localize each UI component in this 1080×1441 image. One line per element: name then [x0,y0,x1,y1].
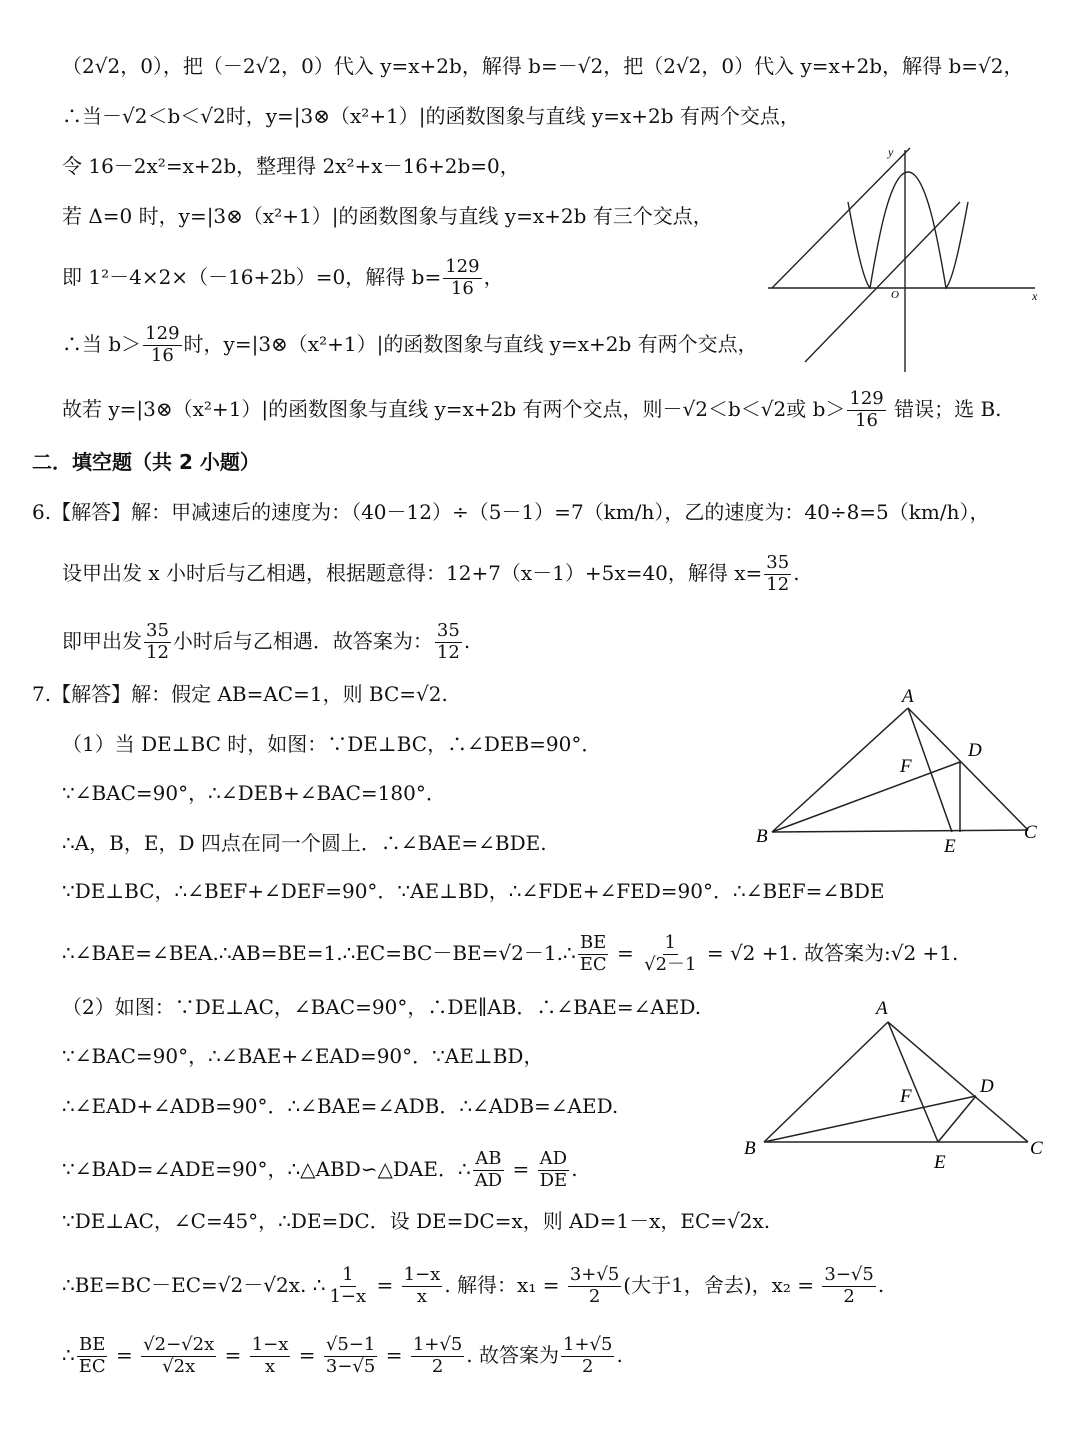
fraction: $\frac{35}{12}$ [146,620,169,663]
q7-line-8: ∵∠BAC=90°，∴∠BAE+∠EAD=90°．∵AE⊥BD， [62,1044,544,1068]
fraction: $\frac{1}{√2-1}$ [644,932,697,975]
fraction: $\frac{1+√5}{2}$ [412,1334,463,1377]
label-D: D [968,740,982,761]
label-B: B [744,1138,756,1159]
fraction: $\frac{1}{1-x}$ [329,1264,367,1307]
triangle-figure-2 [740,992,1050,1174]
label-C: C [1024,822,1037,843]
label-A: A [876,998,888,1019]
fraction: $\frac{√5-1}{3-√5}$ [325,1334,376,1377]
line-1: （2√2，0），把（－2√2，0）代入 y=x+2b，解得 b=－√2，把（2√2，0）代入 y=x+2b，解得 b=√2， [62,54,1024,78]
q7-line-10: ∵∠BAD=∠ADE=90°，∴△ABD∽△DAE．∴ $\frac{AB}{AD}$ = $\frac{AD}{DE}$ . [62,1148,578,1191]
q7-line-3: ∵∠BAC=90°，∴∠DEB+∠BAC=180°． [62,781,446,805]
line-upper [772,148,910,288]
fraction: $\frac{3+√5}{2}$ [569,1264,620,1307]
line-6: ∴当 b＞ $\frac{129}{16}$ 时，y=|3⊗（x²+1）|的函数图象与直线 y=x+2b 有两个交点， [62,323,758,366]
fraction: $\frac{129}{16}$ [145,323,180,366]
line-2: ∴当－√2＜b＜√2时，y=|3⊗（x²+1）|的函数图象与直线 y=x+2b 有两个交点， [62,104,800,128]
line-5: 即 1²－4×2×（－16+2b）=0，解得 b= $\frac{129}{16}$ ， [62,256,504,299]
fraction: $\frac{BE}{EC}$ [579,932,607,975]
fraction: $\frac{AB}{AD}$ [474,1148,503,1191]
label-D: D [980,1076,994,1097]
q7-line-1: 7.【解答】解：假定 AB=AC=1，则 BC=√2. [32,682,448,706]
label-E: E [934,1152,946,1173]
fraction: $\frac{AD}{DE}$ [539,1148,568,1191]
q7-line-9: ∴∠EAD+∠ADB=90°．∴∠BAE=∠ADB．∴∠ADB=∠AED. [62,1094,619,1118]
label-B: B [756,826,768,847]
line-3: 令 16－2x²=x+2b，整理得 2x²+x－16+2b=0， [62,154,520,178]
triangle-figure-1 [752,682,1052,854]
q7-line-11: ∵DE⊥AC，∠C=45°，∴DE=DC．设 DE=DC=x，则 AD=1－x，EC=√2x. [62,1209,771,1233]
graph-origin-label: O [891,289,899,301]
fraction: $\frac{1-x}{x}$ [403,1264,441,1307]
q7-line-2: （1）当 DE⊥BC 时，如图：∵DE⊥BC，∴∠DEB=90°． [62,732,602,756]
fraction: $\frac{3-√5}{2}$ [824,1264,874,1307]
fraction: $\frac{√2-√2x}{√2x}$ [143,1334,215,1377]
q7-line-4: ∴A，B，E，D 四点在同一个圆上．∴∠BAE=∠BDE. [62,831,547,855]
line-7: 故若 y=|3⊗（x²+1）|的函数图象与直线 y=x+2b 有两个交点，则－√2＜b＜√2或 b＞ $\frac{129}{16}$ 错误；选 B. [62,388,1002,431]
fraction: $\frac{BE}{EC}$ [78,1334,106,1377]
section-heading: 二．填空题（共 2 小题） [32,450,260,474]
q6-line-1: 6.【解答】解：甲减速后的速度为：（40－12）÷（5－1）=7（km/h），乙的速度为：40÷8=5（km/h）， [32,500,990,524]
fraction: $\frac{35}{12}$ [766,552,790,595]
graph-x-label: x [1032,289,1038,303]
function-graph-figure [760,140,1050,375]
fraction: $\frac{129}{16}$ [849,388,884,431]
line-4: 若 Δ=0 时，y=|3⊗（x²+1）|的函数图象与直线 y=x+2b 有三个交点， [62,204,713,228]
fraction: $\frac{1-x}{x}$ [251,1334,289,1377]
q7-line-7: （2）如图：∵DE⊥AC，∠BAC=90°，∴DE∥AB．∴∠BAE=∠AED. [62,995,702,1019]
q6-line-2: 设甲出发 x 小时后与乙相遇，根据题意得：12+7（x－1）+5x=40，解得 x= $\frac{35}{12}$ . [62,552,800,595]
label-E: E [944,836,956,854]
label-C: C [1030,1138,1043,1159]
q7-line-5: ∵DE⊥BC，∴∠BEF+∠DEF=90°．∵AE⊥BD，∴∠FDE+∠FED=90°．∴∠BEF=∠BDE [62,879,885,903]
graph-y-label: y [888,145,894,159]
q6-line-3: 即甲出发 $\frac{35}{12}$ 小时后与乙相遇．故答案为： $\frac{35}{12}$ . [62,620,471,663]
q7-line-6: ∴∠BAE=∠BEA.∴AB=BE=1.∴EC=BC－BE=√2－1.∴ $\frac{BE}{EC}$ = $\frac{1}{√2-1}$ = √2 +1. 故答案为:√2 +1. [62,932,959,975]
q7-line-13: ∴ $\frac{BE}{EC}$ = $\frac{√2-√2x}{√2x}$ = $\frac{1-x}{x}$ = $\frac{√5-1}{3-√5}$ = $\frac{1+√5}{2}$ . 故答案为 $\frac{1+√5}{2}$ . [62,1334,623,1377]
label-A: A [902,686,914,707]
curve [848,172,968,288]
fraction: $\frac{35}{12}$ [436,620,460,663]
q7-line-12: ∴BE=BC－EC=√2－√2x. ∴ $\frac{1}{1-x}$ = $\frac{1-x}{x}$ . 解得：x₁ = $\frac{3+√5}{2}$ (大于1，舍去)，x₂ = $\frac{3-√5}{2}$ . [62,1264,885,1307]
fraction: $\frac{129}{16}$ [445,256,480,299]
fraction: $\frac{1+√5}{2}$ [563,1334,613,1377]
label-F: F [900,1086,912,1107]
label-F: F [900,756,912,777]
